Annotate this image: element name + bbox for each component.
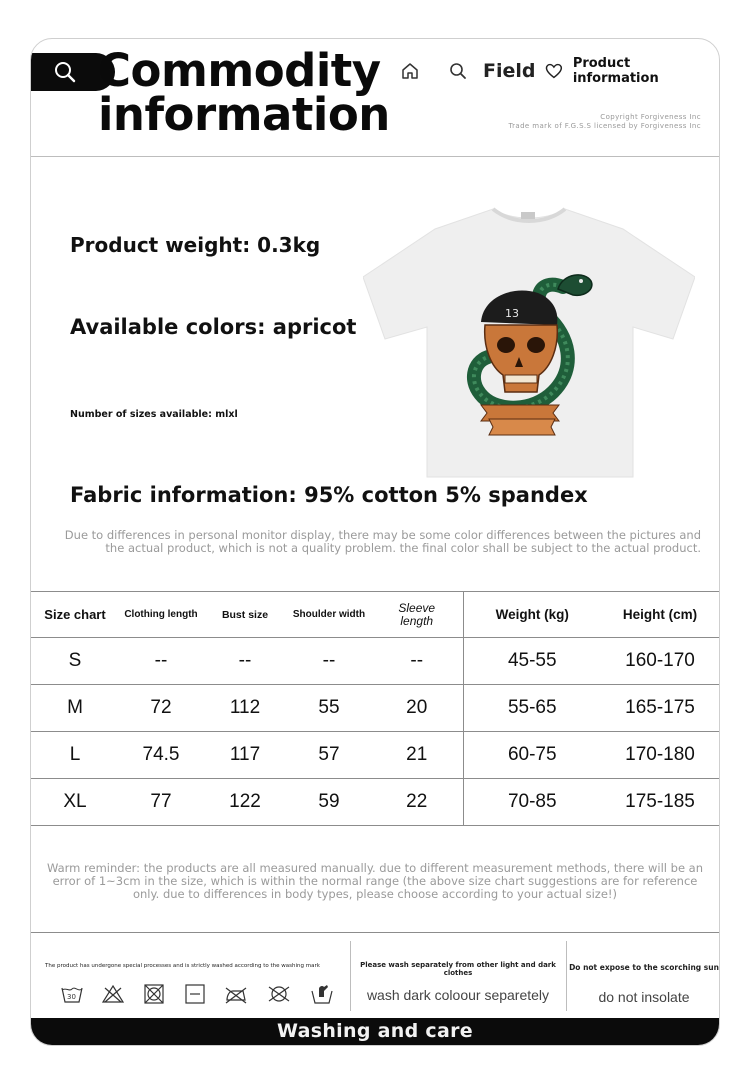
header-shoulder-width: Shoulder width (287, 592, 371, 638)
nav-field: Field (483, 60, 536, 82)
care-section (31, 932, 719, 1015)
home-link[interactable] (401, 59, 419, 83)
title-line-2: information (98, 88, 390, 141)
care-icon-row (61, 983, 333, 1005)
wash-separately-text: wash dark coloour separetely (366, 987, 550, 1003)
header-sleeve-length: Sleeve length (371, 592, 463, 638)
svg-text:30: 30 (67, 993, 76, 1001)
shoulder-width-cell: 55 (287, 685, 371, 732)
height-cell: 165-175 (601, 685, 719, 732)
weight-cell: 60-75 (463, 732, 601, 779)
bust-size-cell: 112 (203, 685, 287, 732)
search-icon (449, 62, 467, 80)
nav-search-link[interactable] (449, 59, 536, 83)
wash-separately-block (353, 933, 563, 1013)
no-sun-block (569, 933, 719, 1013)
header-bust-size: Bust size (203, 592, 287, 638)
no-sun-title: Do not expose to the scorching sun (569, 963, 719, 972)
hand-wash-icon (311, 983, 333, 1005)
tshirt-image (363, 207, 695, 479)
size-row (31, 779, 719, 826)
header-size-chart: Size chart (31, 592, 119, 638)
height-cell: 175-185 (601, 779, 719, 826)
warm-reminder (39, 862, 711, 901)
size-row (31, 638, 719, 685)
copyright-line-1: Copyright Forgiveness Inc (600, 113, 701, 121)
sleeve-length-cell: 21 (371, 732, 463, 779)
copyright (508, 113, 701, 131)
shoulder-width-cell: 57 (287, 732, 371, 779)
shoulder-width-cell: 59 (287, 779, 371, 826)
weight-cell: 45-55 (463, 638, 601, 685)
care-symbols (45, 933, 345, 1013)
size-chart-header-row (31, 592, 719, 638)
nav-product-info: Product information (572, 56, 659, 86)
fabric-info: Fabric information: 95% cotton 5% spandex (70, 483, 588, 507)
available-colors: Available colors: apricot (70, 315, 357, 339)
home-icon (401, 62, 419, 80)
size-label: XL (31, 779, 119, 826)
header-height: Height (cm) (601, 592, 719, 638)
care-divider (566, 941, 567, 1011)
washing-care-banner: Washing and care (31, 1018, 719, 1045)
title-line-1: Commodity (98, 44, 381, 97)
wash-separately-title: Please wash separately from other light and dark clothes (360, 961, 556, 977)
clothing-length-cell: -- (119, 638, 203, 685)
header-weight: Weight (kg) (463, 592, 601, 638)
disclaimer-line-1: Due to differences in personal monitor display, there may be some color differences between the pictures and (64, 528, 701, 542)
size-label: S (31, 638, 119, 685)
product-info-section (31, 157, 719, 589)
sleeve-length-cell: 20 (371, 685, 463, 732)
clothing-length-cell: 77 (119, 779, 203, 826)
no-dry-clean-icon (266, 984, 292, 1004)
sleeve-length-cell: -- (371, 638, 463, 685)
no-sun-text: do not insolate (598, 989, 690, 1005)
size-row (31, 685, 719, 732)
weight-cell: 55-65 (463, 685, 601, 732)
clothing-length-cell: 72 (119, 685, 203, 732)
bust-size-cell: -- (203, 638, 287, 685)
page-title (98, 44, 390, 141)
svg-text:13: 13 (505, 307, 519, 320)
shoulder-width-cell: -- (287, 638, 371, 685)
product-info-link[interactable] (545, 56, 719, 86)
height-cell: 160-170 (601, 638, 719, 685)
header-clothing-length: Clothing length (119, 592, 203, 638)
height-cell: 170-180 (601, 732, 719, 779)
care-divider (350, 941, 351, 1011)
product-weight: Product weight: 0.3kg (70, 233, 321, 257)
search-icon (53, 60, 77, 84)
wash-30-icon (61, 984, 83, 1004)
no-bleach-icon (102, 984, 124, 1004)
size-chart-table (31, 591, 719, 826)
size-label: L (31, 732, 119, 779)
bust-size-cell: 117 (203, 732, 287, 779)
weight-cell: 70-85 (463, 779, 601, 826)
care-note: The product has undergone special processes and is strictly washed according to the washing mark (45, 963, 320, 969)
available-sizes: Number of sizes available: mlxl (70, 409, 238, 420)
copyright-line-2: Trade mark of F.G.S.S licensed by Forgiveness Inc (508, 122, 701, 130)
low-iron-icon (225, 984, 247, 1004)
size-row (31, 732, 719, 779)
bust-size-cell: 122 (203, 779, 287, 826)
reminder-line-3: only. due to differences in body types, please choose according to your actual size!) (132, 887, 618, 901)
size-label: M (31, 685, 119, 732)
header (31, 39, 719, 157)
product-card (30, 38, 720, 1046)
reminder-line-2: error of 1~3cm in the size, which is within the normal range (the above size chart suggestions are for reference (52, 874, 698, 888)
clothing-length-cell: 74.5 (119, 732, 203, 779)
heart-icon (545, 63, 563, 79)
display-disclaimer (51, 529, 701, 555)
line-dry-icon (184, 984, 206, 1004)
disclaimer-line-2: the actual product, which is not a quality problem. the final color shall be subject to the actual product. (105, 541, 701, 555)
sleeve-length-cell: 22 (371, 779, 463, 826)
no-tumble-dry-icon (143, 984, 165, 1004)
reminder-line-1: Warm reminder: the products are all measured manually. due to different measurement methods, there will be an (46, 861, 704, 875)
